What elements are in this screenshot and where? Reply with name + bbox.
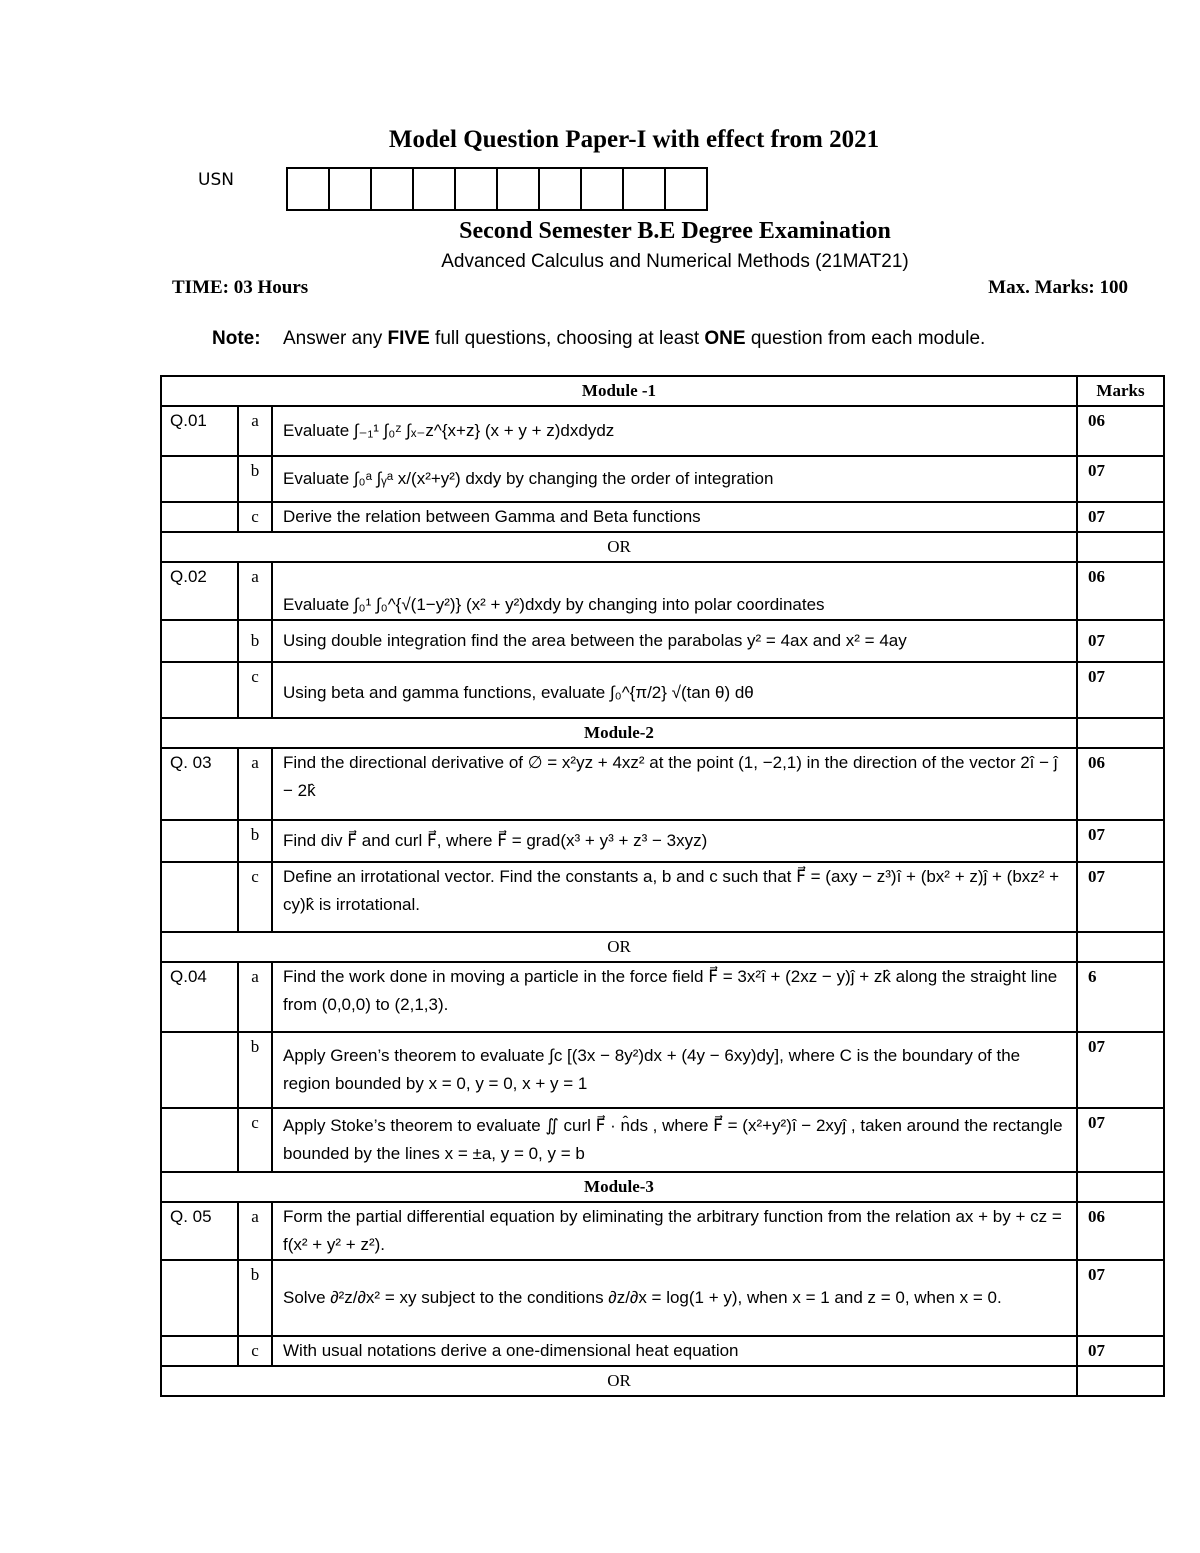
table-row [161,1108,1164,1172]
usn-box [372,169,414,209]
part-label: a [238,1202,272,1260]
question-marks: 06 [1077,1202,1164,1260]
question-text: Derive the relation between Gamma and Beta functions [272,502,1077,532]
table-row [161,456,1164,502]
or-separator: OR [161,1366,1077,1396]
part-label: b [238,456,272,502]
question-text: Solve ∂²z/∂x² = xy subject to the conditions ∂z/∂x = log(1 + y), when x = 1 and z = 0, when x = 0. [272,1260,1077,1336]
course-name: Advanced Calculus and Numerical Methods (21MAT21) [441,251,909,272]
question-marks: 07 [1077,502,1164,532]
question-text: Form the partial differential equation by eliminating the arbitrary function from the relation ax + by + cz = f(x² + y² + z²). [272,1202,1077,1260]
question-marks: 07 [1077,620,1164,662]
or-row [161,532,1164,562]
question-marks: 07 [1077,662,1164,718]
or-row [161,1366,1164,1396]
table-row [161,662,1164,718]
question-number: Q. 05 [161,1202,238,1260]
question-text: Apply Stoke’s theorem to evaluate ∬ curl F⃗ · n̂ds , where F⃗ = (x²+y²)î − 2xyĵ , taken around the rectangle bounded by the lines x = ±a, y = 0, y = b [272,1108,1077,1172]
module-title: Module-2 [161,718,1077,748]
part-label: a [238,962,272,1032]
question-number: Q.01 [161,406,238,456]
question-number: Q.02 [161,562,238,620]
module-header-row [161,1172,1164,1202]
module-title: Module -1 [161,376,1077,406]
max-marks: Max. Marks: 100 [988,277,1128,298]
table-row [161,1032,1164,1108]
table-row [161,820,1164,862]
question-text: Evaluate ∫₀ᵃ ∫ᵧᵃ x/(x²+y²) dxdy by changing the order of integration [272,456,1077,502]
part-label: c [238,1336,272,1366]
or-separator: OR [161,532,1077,562]
question-marks: 07 [1077,1032,1164,1108]
usn-box [456,169,498,209]
question-marks: 07 [1077,1260,1164,1336]
usn-box [414,169,456,209]
exam-subtitle: Second Semester B.E Degree Examination [459,218,891,244]
question-text: Find the directional derivative of ∅ = x²yz + 4xz² at the point (1, −2,1) in the direction of the vector 2î − ĵ − 2k̂ [272,748,1077,820]
question-text: Evaluate ∫₋₁¹ ∫₀ᶻ ∫ₓ₋z^{x+z} (x + y + z)dxdydz [272,406,1077,456]
part-label: c [238,1108,272,1172]
module-header-row [161,376,1164,406]
table-row [161,862,1164,932]
question-text: Define an irrotational vector. Find the constants a, b and c such that F⃗ = (axy − z³)î + (bx² + z)ĵ + (bxz² + cy)k̂ is irrotational. [272,862,1077,932]
part-label: b [238,820,272,862]
table-row [161,562,1164,620]
table-row [161,1260,1164,1336]
table-row [161,1202,1164,1260]
question-marks: 06 [1077,406,1164,456]
usn-box [498,169,540,209]
question-text: Find the work done in moving a particle in the force field F⃗ = 3x²î + (2xz − y)ĵ + zk̂ along the straight line from (0,0,0) to (2,1,3). [272,962,1077,1032]
module-title: Module-3 [161,1172,1077,1202]
table-row [161,748,1164,820]
usn-label: USN [198,170,234,190]
part-label: c [238,662,272,718]
usn-box [288,169,330,209]
table-row [161,620,1164,662]
paper-title: Model Question Paper-I with effect from 2021 [388,126,880,153]
question-marks: 06 [1077,562,1164,620]
table-row [161,1336,1164,1366]
table-row [161,962,1164,1032]
question-marks: 07 [1077,456,1164,502]
part-label: a [238,748,272,820]
part-label: c [238,862,272,932]
usn-box [666,169,706,209]
note-label: Note: [212,328,261,349]
question-marks: 07 [1077,1108,1164,1172]
question-text: With usual notations derive a one-dimensional heat equation [272,1336,1077,1366]
note-text: Answer any FIVE full questions, choosing at least ONE question from each module. [283,328,986,349]
marks-header: Marks [1077,376,1164,406]
part-label: a [238,406,272,456]
part-label: b [238,620,272,662]
question-marks: 07 [1077,862,1164,932]
question-marks: 6 [1077,962,1164,1032]
question-text: Using beta and gamma functions, evaluate ∫₀^{π/2} √(tan θ) dθ [272,662,1077,718]
question-number: Q. 03 [161,748,238,820]
question-marks: 07 [1077,820,1164,862]
question-table [160,375,1165,1397]
usn-box [582,169,624,209]
question-number: Q.04 [161,962,238,1032]
part-label: a [238,562,272,620]
question-text: Find div F⃗ and curl F⃗, where F⃗ = grad(x³ + y³ + z³ − 3xyz) [272,820,1077,862]
usn-box [624,169,666,209]
question-text: Apply Green’s theorem to evaluate ∫c [(3x − 8y²)dx + (4y − 6xy)dy], where C is the boundary of the region bounded by x = 0, y = 0, x + y = 1 [272,1032,1077,1108]
question-text: Evaluate ∫₀¹ ∫₀^{√(1−y²)} (x² + y²)dxdy by changing into polar coordinates [272,562,1077,620]
exam-time: TIME: 03 Hours [172,277,309,298]
part-label: c [238,502,272,532]
module-header-row [161,718,1164,748]
or-row [161,932,1164,962]
or-separator: OR [161,932,1077,962]
table-row [161,406,1164,456]
part-label: b [238,1032,272,1108]
table-row [161,502,1164,532]
question-marks: 06 [1077,748,1164,820]
question-marks: 07 [1077,1336,1164,1366]
part-label: b [238,1260,272,1336]
usn-box [540,169,582,209]
usn-box [330,169,372,209]
question-text: Using double integration find the area between the parabolas y² = 4ax and x² = 4ay [272,620,1077,662]
usn-boxes [286,167,708,211]
